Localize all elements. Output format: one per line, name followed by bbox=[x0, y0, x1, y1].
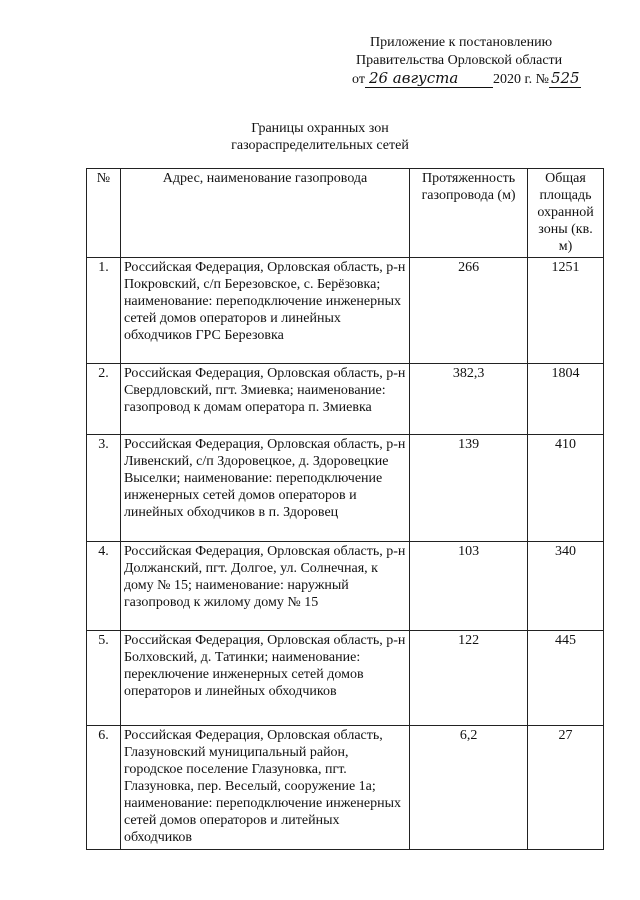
row-length: 122 bbox=[410, 631, 528, 726]
row-number: 6. bbox=[87, 726, 121, 850]
row-number: 3. bbox=[87, 435, 121, 542]
row-area: 1251 bbox=[528, 258, 604, 364]
title-line-2: газораспределительных сетей bbox=[231, 138, 409, 153]
row-address: Российская Федерация, Орловская область, Глазуновский муниципальный район, городское поселение Глазуновка, пгт. Глазуновка, пер. Веселый, сооружение 1а; наименование: переподключение инженерных сетей домов операторов и литейных обходчиков bbox=[120, 726, 409, 850]
decree-date-line bbox=[352, 70, 602, 89]
table-row bbox=[87, 726, 604, 850]
table-row bbox=[87, 435, 604, 542]
row-length: 382,3 bbox=[410, 364, 528, 435]
row-length: 6,2 bbox=[410, 726, 528, 850]
row-length: 103 bbox=[410, 542, 528, 631]
table-row bbox=[87, 364, 604, 435]
row-length: 139 bbox=[410, 435, 528, 542]
row-number: 2. bbox=[87, 364, 121, 435]
row-address: Российская Федерация, Орловская область, р-н Покровский, с/п Березовское, с. Берёзовка; наименование: переподключение инженерных сетей домов операторов и линейных обходчиков ГРС Березовка bbox=[120, 258, 409, 364]
column-header-address: Адрес, наименование газопровода bbox=[120, 169, 409, 258]
row-address: Российская Федерация, Орловская область, р-н Должанский, пгт. Долгое, ул. Солнечная, к дому № 15; наименование: наружный газопровод к жилому дому № 15 bbox=[120, 542, 409, 631]
appendix-line-2: Правительства Орловской области bbox=[356, 53, 563, 68]
row-address: Российская Федерация, Орловская область, р-н Свердловский, пгт. Змиевка; наименование: газопровод к домам оператора п. Змиевка bbox=[120, 364, 409, 435]
column-header-number: № bbox=[87, 169, 121, 258]
row-area: 410 bbox=[528, 435, 604, 542]
row-area: 1804 bbox=[528, 364, 604, 435]
appendix-line-1: Приложение к постановлению bbox=[370, 35, 553, 50]
row-area: 340 bbox=[528, 542, 604, 631]
row-area: 27 bbox=[528, 726, 604, 850]
handwritten-decree-number: 525 bbox=[550, 69, 580, 87]
row-address: Российская Федерация, Орловская область, р-н Ливенский, с/п Здоровецкое, д. Здоровецкие Выселки; наименование: переподключение инженерных сетей домов операторов и линейных обходчиков в п. Здоровец bbox=[120, 435, 409, 542]
row-address: Российская Федерация, Орловская область, р-н Болховский, д. Татинки; наименование: переключение инженерных сетей домов операторов и линейных обходчиков bbox=[120, 631, 409, 726]
table-header-row bbox=[87, 169, 604, 258]
handwritten-date: 26 августа bbox=[365, 70, 493, 88]
row-length: 266 bbox=[410, 258, 528, 364]
document-title bbox=[0, 120, 640, 154]
row-number: 4. bbox=[87, 542, 121, 631]
protection-zones-table bbox=[86, 168, 604, 850]
decree-year: 2020 г. № bbox=[492, 72, 549, 87]
table-row bbox=[87, 258, 604, 364]
table-row bbox=[87, 631, 604, 726]
row-area: 445 bbox=[528, 631, 604, 726]
appendix-block bbox=[352, 34, 602, 89]
date-prefix: от bbox=[352, 72, 365, 87]
row-number: 5. bbox=[87, 631, 121, 726]
column-header-area: Общая площадь охранной зоны (кв. м) bbox=[528, 169, 604, 258]
row-number: 1. bbox=[87, 258, 121, 364]
table-row bbox=[87, 542, 604, 631]
column-header-length: Протяженность газопровода (м) bbox=[410, 169, 528, 258]
title-line-1: Границы охранных зон bbox=[251, 121, 389, 136]
